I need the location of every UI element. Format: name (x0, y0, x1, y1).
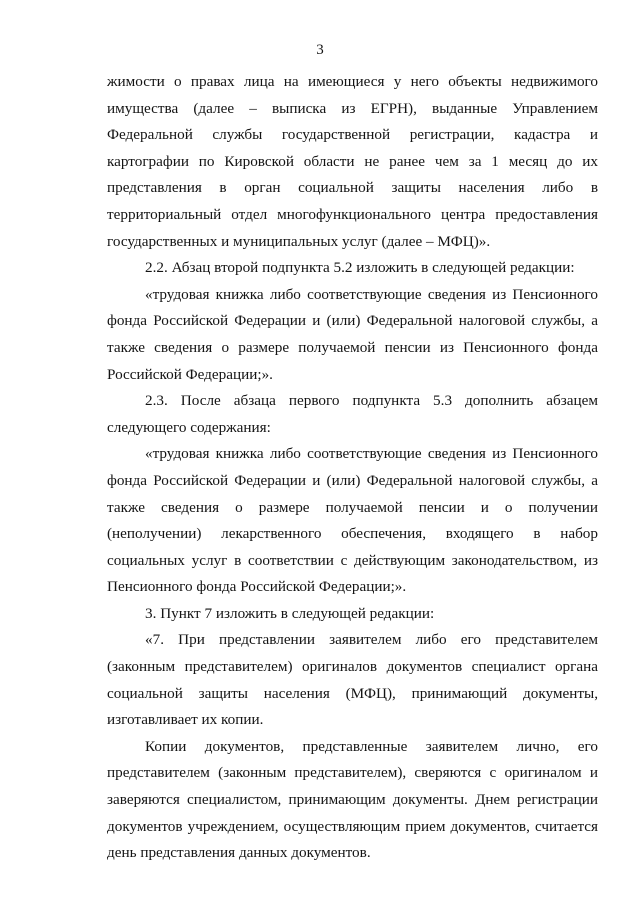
paragraph-2-3: 2.3. После абзаца первого подпункта 5.3 дополнить абзацем следующего содержания: (107, 392, 598, 436)
paragraph-egrn-continuation: жимости о правах лица на имеющиеся у него объекты недвижимого имущества (далее – выписка из ЕГРН), выданные Управлением Федеральной службы государственной регистрации, кадастра и картографии по Кировской области не ранее чем за 1 месяц до их представления в орган социальной защиты населения либо в территориальный отдел многофункционального центра предоставления государственных и муниципальных услуг (далее – МФЦ)». (107, 73, 598, 250)
paragraph-3: 3. Пункт 7 изложить в следующей редакции: (145, 604, 435, 622)
paragraph-2-2: 2.2. Абзац второй подпункта 5.2 изложить в следующей редакции: (145, 259, 575, 277)
paragraph-copies: Копии документов, представленные заявителем лично, его представителем (законным представителем), сверяются с оригиналом и заверяются специалистом, принимающим документы. Днем регистрации документов учреждением, осуществляющим прием документов, считается день представления данных документов. (107, 737, 598, 862)
paragraph-2-2-text: «трудовая книжка либо соответствующие сведения из Пенсионного фонда Российской Федерации и (или) Федеральной налоговой службы, а также сведения о размере получаемой пенсии из Пенсионного фонда Российской Федерации;». (107, 285, 598, 383)
paragraph-7: «7. При представлении заявителем либо его представителем (законным представителем) оригиналов документов специалист органа социальной защиты населения (МФЦ), принимающий документы, изготавливает их копии. (107, 631, 598, 729)
document-body (107, 69, 598, 867)
paragraph-2-3-text: «трудовая книжка либо соответствующие сведения из Пенсионного фонда Российской Федерации и (или) Федеральной налоговой службы, а также сведения о размере получаемой пенсии и о получении (неполучении) лекарственного обеспечения, входящего в набор социальных услуг в соответствии с действующим законодательством, из Пенсионного фонда Российской Федерации;». (107, 445, 598, 596)
page-number: 3 (316, 42, 324, 58)
